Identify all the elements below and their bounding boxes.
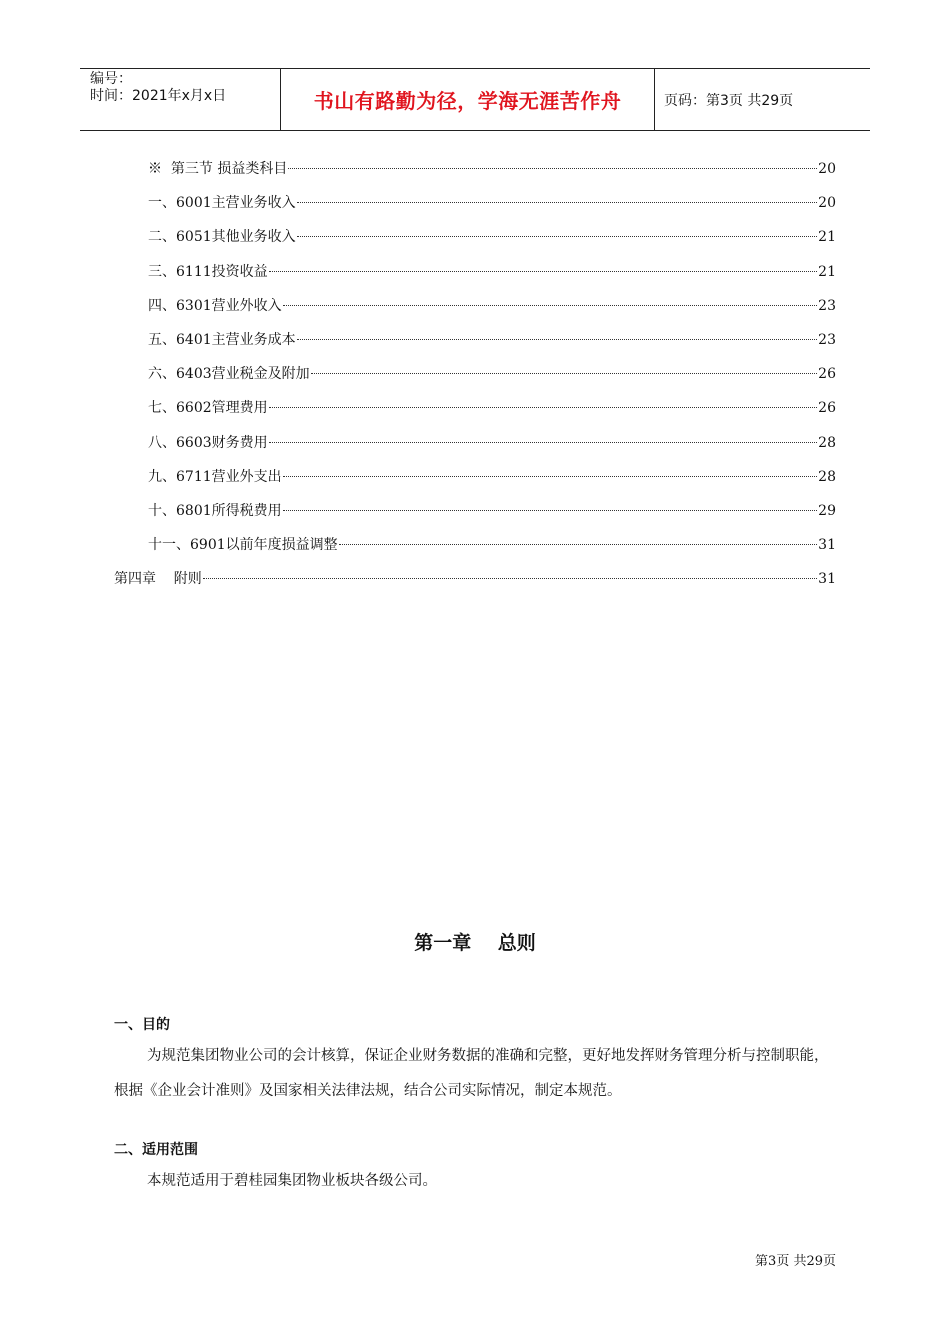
toc-entry-label: 一、6001主营业务收入 — [148, 195, 296, 212]
toc-entry[interactable] — [114, 329, 836, 363]
section-heading-scope: 二、适用范围 — [114, 1142, 198, 1158]
toc-entry[interactable] — [114, 534, 836, 568]
toc-entry-page: 23 — [818, 331, 836, 348]
toc-leader-dots — [297, 339, 818, 340]
toc-leader-dots — [283, 305, 818, 306]
chapter-title: 第一章 总则 — [414, 932, 536, 954]
toc-entry-label: 二、6051其他业务收入 — [148, 229, 296, 246]
toc-entry-page: 21 — [818, 229, 836, 246]
toc-entry-label: 十、6801所得税费用 — [148, 502, 282, 519]
page-footer: 第3页 共29页 — [755, 1254, 836, 1269]
toc-leader-dots — [297, 236, 818, 237]
toc-entry-label: 三、6111投资收益 — [148, 263, 268, 280]
toc-entry[interactable] — [114, 500, 836, 534]
toc-leader-dots — [269, 407, 818, 408]
toc-leader-dots — [203, 578, 817, 579]
toc-leader-dots — [269, 271, 818, 272]
toc-entry-page: 26 — [818, 366, 836, 383]
header-number-label: 编号： — [90, 71, 132, 87]
toc-entry-label: 第四章 附则 — [114, 571, 202, 588]
toc-entry[interactable] — [114, 261, 836, 295]
toc-entry-label: 九、6711营业外支出 — [148, 468, 282, 485]
toc-entry-page: 28 — [818, 434, 836, 451]
section-body-purpose: 为规范集团物业公司的会计核算，保证企业财务数据的准确和完整，更好地发挥财务管理分析与控制职能，根据《企业会计准则》及国家相关法律法规，结合公司实际情况，制定本规范。 — [114, 1048, 829, 1099]
toc-entry-page: 31 — [818, 537, 836, 554]
toc-leader-dots — [288, 168, 817, 169]
toc-entry-page: 20 — [818, 195, 836, 212]
toc-leader-dots — [283, 510, 818, 511]
toc-leader-dots — [297, 202, 818, 203]
header-meta — [80, 69, 281, 130]
toc-entry-page: 21 — [818, 263, 836, 280]
section-body-scope: 本规范适用于碧桂园集团物业板块各级公司。 — [147, 1173, 437, 1189]
toc-entry[interactable] — [114, 192, 836, 226]
header-time-label: 时间：2021年x月x日 — [90, 88, 227, 104]
toc-leader-dots — [283, 476, 818, 477]
toc-entry-label: 六、6403营业税金及附加 — [148, 366, 310, 383]
toc-entry[interactable] — [114, 397, 836, 431]
toc-entry-page: 23 — [818, 297, 836, 314]
toc-entry-page: 29 — [818, 502, 836, 519]
header-page-label: 页码：第3页 共29页 — [664, 92, 794, 109]
toc-entry-label: ※ 第三节 损益类科目 — [148, 161, 288, 177]
toc-entry[interactable] — [114, 432, 836, 466]
toc-entry-page: 31 — [818, 571, 836, 588]
toc-entry-label: 八、6603财务费用 — [148, 434, 268, 451]
toc-entry[interactable] — [114, 226, 836, 260]
toc-leader-dots — [269, 442, 818, 443]
toc-entry-page: 26 — [818, 400, 836, 417]
toc-entry-label: 十一、6901以前年度损益调整 — [148, 537, 338, 554]
toc-entry[interactable] — [114, 568, 836, 602]
toc-entry-label: 七、6602管理费用 — [148, 400, 268, 417]
toc-entry-page: 28 — [818, 468, 836, 485]
toc-entry[interactable] — [114, 466, 836, 500]
toc-entry-label: 五、6401主营业务成本 — [148, 331, 296, 348]
toc-leader-dots — [339, 544, 818, 545]
page-header — [80, 68, 870, 131]
toc-entry[interactable] — [114, 295, 836, 329]
toc-entry-page: 20 — [818, 161, 836, 177]
toc-entry[interactable] — [114, 158, 836, 192]
toc-entry[interactable] — [114, 363, 836, 397]
section-heading-purpose: 一、目的 — [114, 1017, 170, 1033]
table-of-contents — [114, 158, 836, 602]
toc-entry-label: 四、6301营业外收入 — [148, 297, 282, 314]
header-motto: 书山有路勤为径，学海无涯苦作舟 — [281, 69, 655, 130]
toc-leader-dots — [311, 373, 818, 374]
